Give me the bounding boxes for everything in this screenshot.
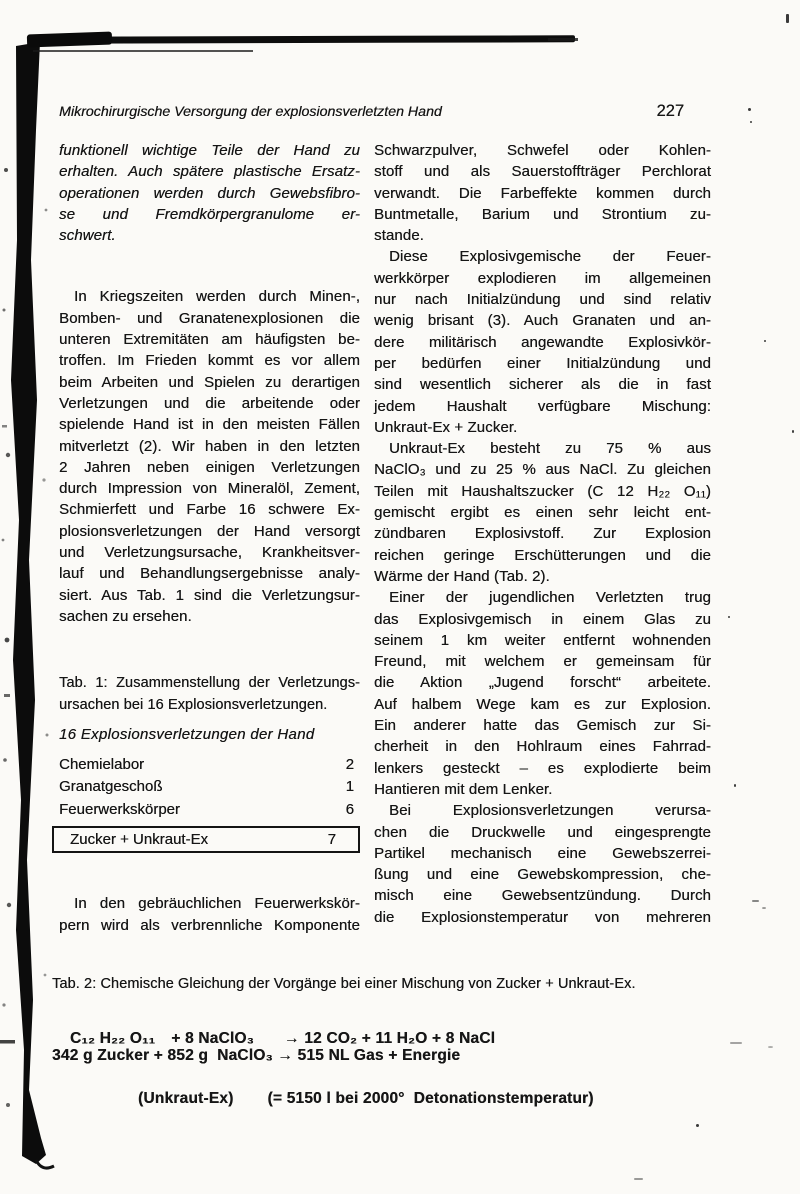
running-title: Mikrochirurgische Versorgung der explosionsverletzten Hand <box>59 104 442 120</box>
equation-rhs: → 12 CO₂ + 11 H₂O + 8 NaCl <box>284 1030 496 1047</box>
paragraph-schwarzpulver <box>374 140 711 246</box>
text-line: stoff und als Sauerstoffträger Perchlorat <box>374 163 711 181</box>
text-line: sind wesentlich sicherer als die in fast <box>374 376 711 394</box>
text-line: troffen. Im Frieden kommt es vor allem <box>59 352 360 370</box>
text-line: zündbaren Explosivstoff. Zur Explosion <box>374 525 711 543</box>
text-line: die Explosionstemperatur von mehreren <box>374 908 711 926</box>
text-line: Schmierfett und Farbe 16 schwere Ex- <box>59 501 360 519</box>
table2-caption: Tab. 2: Chemische Gleichung der Vorgänge bei einer Mischung von Zucker + Unkraut-Ex. <box>52 976 636 992</box>
table1-row <box>59 799 360 822</box>
text-line: Wärme der Hand (Tab. 2). <box>374 567 550 585</box>
text-line: sachen zu ersehen. <box>59 607 192 625</box>
table1-row-label: Granatgeschoß <box>59 778 163 796</box>
text-line: reichen geringe Erschütterungen und die <box>374 546 711 564</box>
text-line: ursachen bei 16 Explosionsverletzungen. <box>59 696 328 713</box>
text-line: und Verletzungsursache, Krankheitsver- <box>59 544 360 562</box>
table1-row-value: 2 <box>345 755 354 773</box>
text-line: jedem Haushalt verfügbare Mischung: <box>374 397 711 415</box>
text-line: Einer der jugendlichen Verletzten trug <box>389 589 711 607</box>
table1-row-label: Feuerwerkskörper <box>59 800 180 818</box>
paragraph-funktionell <box>59 140 360 246</box>
text-line: Bei Explosionsverletzungen verursa- <box>389 802 711 820</box>
table1-row-label: Chemielabor <box>59 755 145 773</box>
text-line: Freund, mit welchem er gemeinsam für <box>374 653 711 671</box>
table1-title: 16 Explosionsverletzungen der Hand <box>59 725 315 743</box>
text-line: Ein anderer hatte das Gemisch zur Si- <box>374 717 711 735</box>
text-line: lenkers gesteckt – es explodierte beim <box>374 759 711 777</box>
table1-boxed-row <box>52 826 360 853</box>
text-line: Bomben- und Granatenexplosionen die <box>59 309 360 327</box>
table1-boxed-row-value: 7 <box>327 831 336 849</box>
text-line: Teilen mit Haushaltszucker (C 12 H₂₂ O₁₁) <box>374 482 711 500</box>
running-head <box>59 102 684 121</box>
scan-speckle <box>762 907 766 909</box>
text-line: Diese Explosivgemische der Feuer- <box>389 248 711 266</box>
text-line: spielende Hand ist in den meisten Fällen <box>59 416 360 434</box>
text-line: plosionsverletzungen der Hand versorgt <box>59 522 360 540</box>
table1-boxed-row-label: Zucker + Unkraut-Ex <box>70 831 208 849</box>
text-line: erhalten. Auch spätere plastische Ersatz- <box>59 163 360 181</box>
right-column <box>374 140 711 928</box>
equation-lhs: C₁₂ H₂₂ O₁₁ <box>70 1030 156 1047</box>
paragraph-explosivgemische <box>374 246 711 438</box>
text-line: In den gebräuchlichen Feuerwerkskör- <box>74 895 360 913</box>
text-line: lauf und Behandlungsergebnisse analy- <box>59 565 360 583</box>
table1-row-value: 1 <box>345 778 354 796</box>
scan-speckle <box>696 1124 699 1127</box>
paragraph-unkraut-ex <box>374 438 711 587</box>
left-column <box>59 140 360 936</box>
text-line: Verletzungen und die arbeitende oder <box>59 394 360 412</box>
text-line: das Explosivgemisch in einem Glas zu <box>374 610 711 628</box>
table1-row-value: 6 <box>345 800 354 818</box>
scan-speckle <box>634 1178 643 1180</box>
table1-row <box>59 776 360 799</box>
equation-note-detail: (= 5150 l bei 2000° Detonationstemperatur) <box>267 1090 594 1107</box>
scan-speckle <box>750 121 752 123</box>
text-line: dere militärisch angewandte Explosivkör- <box>374 333 711 351</box>
text-line: beim Arbeiten und Spielen zu derartigen <box>59 373 360 391</box>
equation-reagent: + 8 NaClO₃ <box>171 1030 255 1047</box>
text-line: chen die Druckwelle und eingesprengte <box>374 823 711 841</box>
text-line: seinem 1 km weiter entfernt wohnenden <box>374 631 711 649</box>
text-line: 2 Jahren neben einigen Verletzungen <box>59 458 360 476</box>
text-line: schwert. <box>59 227 116 245</box>
scan-speckle <box>764 340 766 342</box>
text-line: Partikel mechanisch eine Gewebszerrei- <box>374 844 711 862</box>
scan-speckle <box>734 784 736 787</box>
text-line: stande. <box>374 227 424 245</box>
text-line: NaClO₃ und zu 25 % aus NaCl. Zu gleichen <box>374 461 711 479</box>
scan-speckle <box>768 1046 773 1048</box>
text-line: wenig brisant (3). Auch Granaten und an- <box>374 312 711 330</box>
paragraph-kriegszeiten <box>59 286 360 627</box>
text-line: pern wird als verbrennliche Komponente <box>59 916 360 934</box>
text-line: verwandt. Die Farbeffekte kommen durch <box>374 184 711 202</box>
text-line: misch eine Gewebsentzündung. Durch <box>374 887 711 905</box>
text-line: ßung und eine Gewebskompression, che- <box>374 866 711 884</box>
text-line: Schwarzpulver, Schwefel oder Kohlen- <box>374 142 711 159</box>
text-line: Buntmetalle, Barium und Strontium zu- <box>374 205 711 223</box>
scan-speckle <box>730 1042 742 1044</box>
equation-mass: 342 g Zucker + 852 g NaClO₃ → 515 NL Gas + Energie <box>52 1047 461 1064</box>
table1-row <box>59 754 360 777</box>
text-line: cherheit in den Hohlraum eines Fahrrad- <box>374 738 711 756</box>
top-rule-corner-artifact <box>27 32 112 48</box>
scan-speckle <box>792 430 794 433</box>
text-line: Tab. 1: Zusammenstellung der Verletzungs- <box>59 675 360 692</box>
text-line: durch Impression von Mineralöl, Zement, <box>59 480 360 498</box>
text-line: se und Fremdkörpergranulome er- <box>59 205 360 223</box>
text-line: Unkraut-Ex + Zucker. <box>374 418 518 436</box>
page-number: 227 <box>656 102 684 120</box>
top-rule-thin-artifact <box>33 50 253 52</box>
equation-note-label: (Unkraut-Ex) <box>138 1090 234 1107</box>
paragraph-feuerwerk <box>59 893 360 936</box>
text-line: per bedürfen einer Initialzündung und <box>374 354 711 372</box>
text-line: nur nach Initialzündung und sind relativ <box>374 291 711 309</box>
text-line: die Aktion „Jugend forscht“ arbeitete. <box>374 674 711 692</box>
paragraph-druckwelle <box>374 800 711 928</box>
text-line: gemischt ergibt es einen sehr leicht ent- <box>374 504 711 522</box>
equation-note <box>52 1072 594 1126</box>
text-line: funktionell wichtige Teile der Hand zu <box>59 142 360 159</box>
table1 <box>59 724 360 854</box>
text-line: In Kriegszeiten werden durch Minen-, <box>74 288 360 306</box>
scan-speckle <box>752 900 759 902</box>
text-line: Hantieren mit dem Lenker. <box>374 780 553 798</box>
paragraph-jugend-forscht <box>374 587 711 800</box>
text-line: unteren Extremitäten am häufigsten be- <box>59 331 360 349</box>
text-line: siert. Aus Tab. 1 sind die Verletzungsur- <box>59 586 360 604</box>
text-line: Auf halbem Wege kam es zur Explosion. <box>374 695 711 713</box>
scan-speckle <box>728 616 730 618</box>
text-line: Unkraut-Ex besteht zu 75 % aus <box>389 440 711 458</box>
top-rule-end-artifact <box>548 38 578 41</box>
scan-speckle <box>786 14 789 23</box>
text-line: operationen werden durch Gewebsfibro- <box>59 184 360 202</box>
scan-speckle <box>748 108 751 111</box>
table1-caption <box>59 673 360 716</box>
text-line: mitverletzt (2). Wir haben in den letzten <box>59 437 360 455</box>
text-line: werkkörper explodieren im allgemeinen <box>374 269 711 287</box>
